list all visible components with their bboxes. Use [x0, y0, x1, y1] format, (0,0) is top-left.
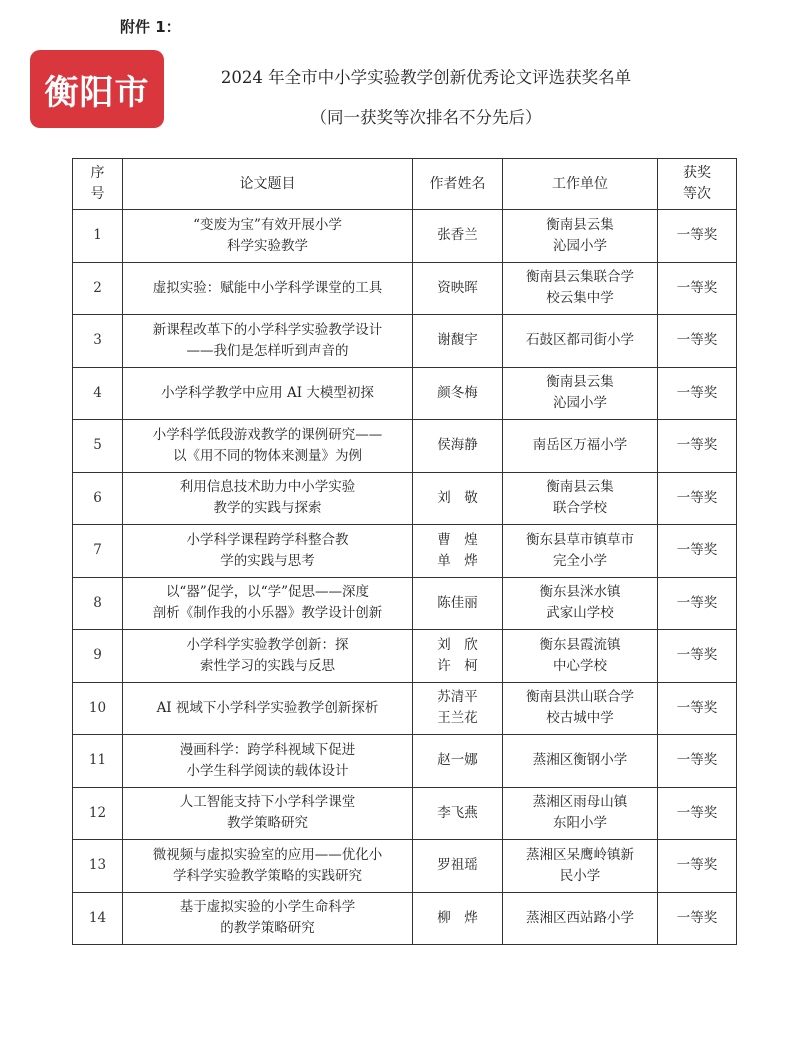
table-header-row	[73, 159, 737, 210]
paper-title: “变废为宝”有效开展小学 科学实验教学	[123, 210, 413, 263]
author-name: 侯海静	[413, 420, 503, 473]
paper-title: AI 视域下小学科学实验教学创新探析	[123, 682, 413, 735]
header-award: 获奖 等次	[658, 159, 737, 210]
work-unit: 蒸湘区呆鹰岭镇新 民小学	[503, 840, 658, 893]
award-level: 一等奖	[658, 472, 737, 525]
table-row	[73, 682, 737, 735]
row-number: 6	[73, 472, 123, 525]
work-unit: 衡南县云集联合学 校云集中学	[503, 262, 658, 315]
paper-title: 人工智能支持下小学科学课堂 教学策略研究	[123, 787, 413, 840]
table-row	[73, 892, 737, 945]
row-number: 14	[73, 892, 123, 945]
work-unit: 蒸湘区雨母山镇 东阳小学	[503, 787, 658, 840]
document-subtitle: （同一获奖等次排名不分先后）	[310, 108, 542, 127]
paper-title: 基于虚拟实验的小学生命科学 的教学策略研究	[123, 892, 413, 945]
author-name: 曹 煌 单 烨	[413, 525, 503, 578]
work-unit: 衡南县云集 联合学校	[503, 472, 658, 525]
paper-title: 小学科学低段游戏教学的课例研究—— 以《用不同的物体来测量》为例	[123, 420, 413, 473]
row-number: 3	[73, 315, 123, 368]
award-level: 一等奖	[658, 682, 737, 735]
author-name: 苏清平 王兰花	[413, 682, 503, 735]
award-level: 一等奖	[658, 262, 737, 315]
paper-title: 小学科学教学中应用 AI 大模型初探	[123, 367, 413, 420]
work-unit: 衡东县草市镇草市 完全小学	[503, 525, 658, 578]
row-number: 10	[73, 682, 123, 735]
logo-text: 衡阳市	[44, 72, 150, 113]
work-unit: 衡南县洪山联合学 校古城中学	[503, 682, 658, 735]
row-number: 11	[73, 735, 123, 788]
award-level: 一等奖	[658, 315, 737, 368]
paper-title: 微视频与虚拟实验室的应用——优化小 学科学实验教学策略的实践研究	[123, 840, 413, 893]
table-row	[73, 367, 737, 420]
work-unit: 衡东县霞流镇 中心学校	[503, 630, 658, 683]
row-number: 9	[73, 630, 123, 683]
paper-title: 小学科学实验教学创新：探 索性学习的实践与反思	[123, 630, 413, 683]
paper-title: 虚拟实验：赋能中小学科学课堂的工具	[123, 262, 413, 315]
row-number: 4	[73, 367, 123, 420]
award-level: 一等奖	[658, 735, 737, 788]
author-name: 赵一娜	[413, 735, 503, 788]
table-row	[73, 262, 737, 315]
award-table	[72, 158, 737, 945]
paper-title: 利用信息技术助力中小学实验 教学的实践与探索	[123, 472, 413, 525]
award-level: 一等奖	[658, 525, 737, 578]
row-number: 13	[73, 840, 123, 893]
table-row	[73, 787, 737, 840]
row-number: 7	[73, 525, 123, 578]
table-row	[73, 210, 737, 263]
paper-title: 小学科学课程跨学科整合教 学的实践与思考	[123, 525, 413, 578]
author-name: 柳 烨	[413, 892, 503, 945]
table-row	[73, 420, 737, 473]
award-level: 一等奖	[658, 892, 737, 945]
header-author: 作者姓名	[413, 159, 503, 210]
author-name: 谢馥宇	[413, 315, 503, 368]
row-number: 5	[73, 420, 123, 473]
row-number: 1	[73, 210, 123, 263]
table-row	[73, 840, 737, 893]
work-unit: 衡东县洣水镇 武家山学校	[503, 577, 658, 630]
table-row	[73, 315, 737, 368]
work-unit: 南岳区万福小学	[503, 420, 658, 473]
city-logo	[30, 50, 164, 128]
author-name: 李飞燕	[413, 787, 503, 840]
table-row	[73, 630, 737, 683]
paper-title: 新课程改革下的小学科学实验教学设计 ——我们是怎样听到声音的	[123, 315, 413, 368]
header-no: 序 号	[73, 159, 123, 210]
award-level: 一等奖	[658, 787, 737, 840]
work-unit: 衡南县云集 沁园小学	[503, 367, 658, 420]
work-unit: 衡南县云集 沁园小学	[503, 210, 658, 263]
award-level: 一等奖	[658, 577, 737, 630]
author-name: 刘 欣 许 柯	[413, 630, 503, 683]
row-number: 8	[73, 577, 123, 630]
author-name: 颜冬梅	[413, 367, 503, 420]
award-level: 一等奖	[658, 840, 737, 893]
author-name: 陈佳丽	[413, 577, 503, 630]
row-number: 2	[73, 262, 123, 315]
author-name: 张香兰	[413, 210, 503, 263]
work-unit: 蒸湘区衡钢小学	[503, 735, 658, 788]
award-level: 一等奖	[658, 367, 737, 420]
work-unit: 蒸湘区西站路小学	[503, 892, 658, 945]
attachment-label: 附件 1：	[120, 18, 181, 36]
work-unit: 石鼓区都司街小学	[503, 315, 658, 368]
award-level: 一等奖	[658, 210, 737, 263]
author-name: 刘 敬	[413, 472, 503, 525]
award-level: 一等奖	[658, 630, 737, 683]
document-title: 2024 年全市中小学实验教学创新优秀论文评选获奖名单	[220, 68, 632, 87]
table-row	[73, 577, 737, 630]
table-row	[73, 472, 737, 525]
table-row	[73, 525, 737, 578]
paper-title: 以“器”促学，以“学”促思——深度 剖析《制作我的小乐器》教学设计创新	[123, 577, 413, 630]
row-number: 12	[73, 787, 123, 840]
header-unit: 工作单位	[503, 159, 658, 210]
paper-title: 漫画科学：跨学科视域下促进 小学生科学阅读的载体设计	[123, 735, 413, 788]
award-level: 一等奖	[658, 420, 737, 473]
header-paper: 论文题目	[123, 159, 413, 210]
author-name: 资映晖	[413, 262, 503, 315]
author-name: 罗祖瑶	[413, 840, 503, 893]
table-row	[73, 735, 737, 788]
